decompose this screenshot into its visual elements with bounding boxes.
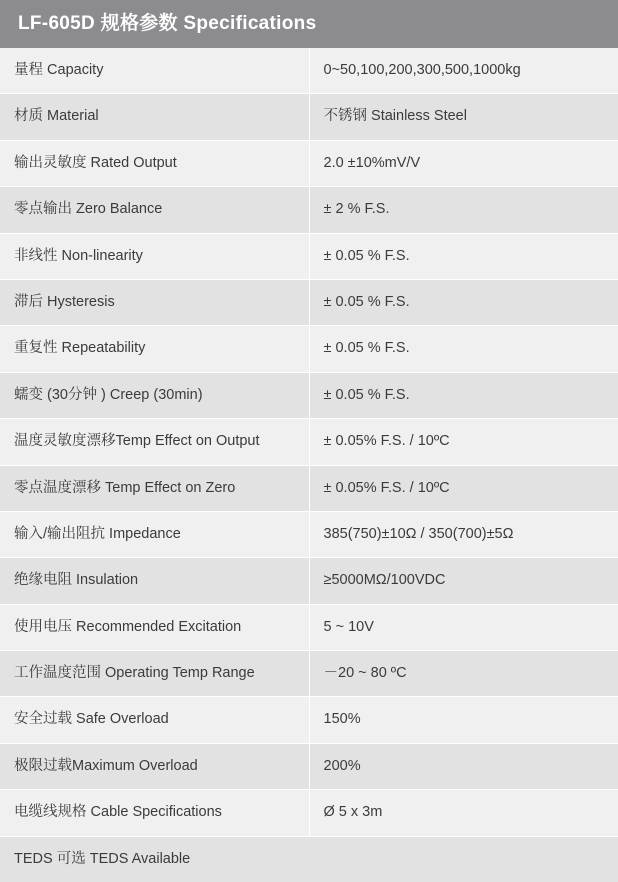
table-header-row [0,0,618,48]
table-row [0,326,618,372]
spec-value: ≥5000MΩ/100VDC [309,558,618,604]
table-row [0,604,618,650]
spec-label: 非线性 Non-linearity [0,233,309,279]
spec-label: 安全过载 Safe Overload [0,697,309,743]
spec-label: 零点温度漂移 Temp Effect on Zero [0,465,309,511]
spec-label: 极限过载Maximum Overload [0,743,309,789]
table-row [0,651,618,697]
spec-value: 2.0 ±10%mV/V [309,140,618,186]
spec-label: 蠕变 (30分钟 ) Creep (30min) [0,372,309,418]
table-row [0,465,618,511]
spec-value: 0~50,100,200,300,500,1000kg [309,48,618,94]
spec-label: 使用电压 Recommended Excitation [0,604,309,650]
table-row [0,697,618,743]
table-row [0,48,618,94]
spec-label: 绝缘电阻 Insulation [0,558,309,604]
table-row [0,233,618,279]
table-footer-row [0,836,618,882]
spec-label: 零点输出 Zero Balance [0,187,309,233]
spec-value: 5 ~ 10V [309,604,618,650]
spec-label: 输出灵敏度 Rated Output [0,140,309,186]
spec-value: －20 ~ 80 ºC [309,651,618,697]
spec-label: 电缆线规格 Cable Specifications [0,790,309,836]
spec-value: ± 2 % F.S. [309,187,618,233]
spec-value: 不锈钢 Stainless Steel [309,94,618,140]
table-row [0,372,618,418]
spec-value: ± 0.05 % F.S. [309,279,618,325]
spec-value: 150% [309,697,618,743]
spec-label: 滞后 Hysteresis [0,279,309,325]
spec-value: ± 0.05 % F.S. [309,372,618,418]
spec-value: 385(750)±10Ω / 350(700)±5Ω [309,511,618,557]
spec-label: 温度灵敏度漂移Temp Effect on Output [0,419,309,465]
page-title: LF-605D 规格参数 Specifications [0,0,618,48]
spec-value: 200% [309,743,618,789]
spec-label: 量程 Capacity [0,48,309,94]
teds-availability-note: TEDS 可选 TEDS Available [0,836,618,882]
table-row [0,279,618,325]
table-row [0,187,618,233]
table-row [0,511,618,557]
table-row [0,94,618,140]
spec-value: ± 0.05 % F.S. [309,326,618,372]
spec-label: 重复性 Repeatability [0,326,309,372]
spec-value: ± 0.05 % F.S. [309,233,618,279]
spec-label: 工作温度范围 Operating Temp Range [0,651,309,697]
spec-label: 材质 Material [0,94,309,140]
spec-value: Ø 5 x 3m [309,790,618,836]
table-row [0,743,618,789]
table-row [0,419,618,465]
table-row [0,790,618,836]
table-row [0,140,618,186]
spec-value: ± 0.05% F.S. / 10ºC [309,465,618,511]
spec-label: 输入/输出阻抗 Impedance [0,511,309,557]
spec-value: ± 0.05% F.S. / 10ºC [309,419,618,465]
table-row [0,558,618,604]
